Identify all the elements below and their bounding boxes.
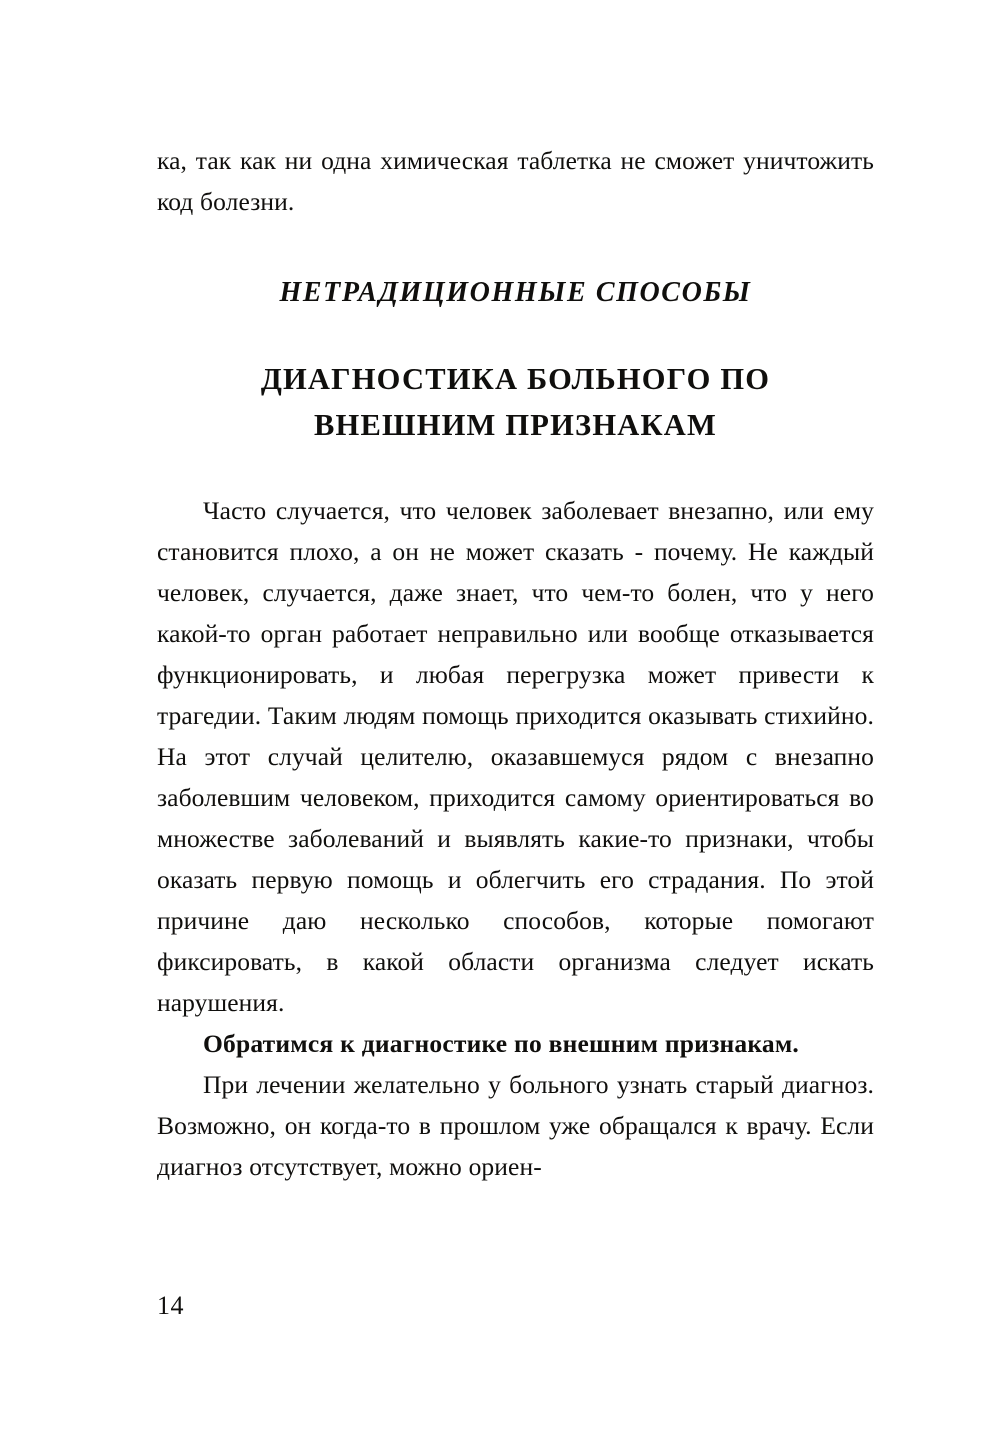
chapter-body-gap xyxy=(157,448,874,490)
section-chapter-gap xyxy=(157,312,874,356)
page-number: 14 xyxy=(157,1291,184,1320)
section-heading: НЕТРАДИЦИОННЫЕ СПОСОБЫ xyxy=(279,277,752,308)
chapter-heading-line-1: ДИАГНОСТИКА БОЛЬНОГО ПО xyxy=(260,362,771,396)
chapter-heading-line-2: ВНЕШНИМ ПРИЗНАКАМ xyxy=(313,408,718,442)
paragraph-heading-gap xyxy=(157,222,874,274)
chapter-heading xyxy=(157,356,874,448)
body-paragraph-2-bold: Обратимся к диагностике по внешним признакам. xyxy=(203,1029,799,1058)
page-content xyxy=(157,0,874,1187)
body-paragraph-3: При лечении желательно у больного узнать старый диагноз. Возможно, он когда-то в прошлом уже обращался к врачу. Если диагноз отсутствует, можно ориен- xyxy=(157,1070,874,1181)
top-margin-spacer xyxy=(157,0,874,140)
body-paragraph-1: Часто случается, что человек заболевает внезапно, или ему становится плохо, а он не может сказать - почему. Не каждый человек, случается, даже знает, что чем-то болен, что у него какой-то орган работает неправильно или вообще отказывается функционировать, и любая перегрузка может привести к трагедии. Таким людям помощь приходится оказывать стихийно. На этот случай целителю, оказавшемуся рядом с внезапно заболевшим человеком, приходится самому ориентироваться во множестве заболеваний и выявлять какие-то признаки, чтобы оказать первую помощь и облегчить его страдания. По этой причине даю несколько способов, которые помогают фиксировать, в какой области организма следует искать нарушения. xyxy=(157,496,874,1017)
continued-paragraph: ка, так как ни одна химическая таблетка не сможет уничтожить код болезни. xyxy=(157,146,874,216)
